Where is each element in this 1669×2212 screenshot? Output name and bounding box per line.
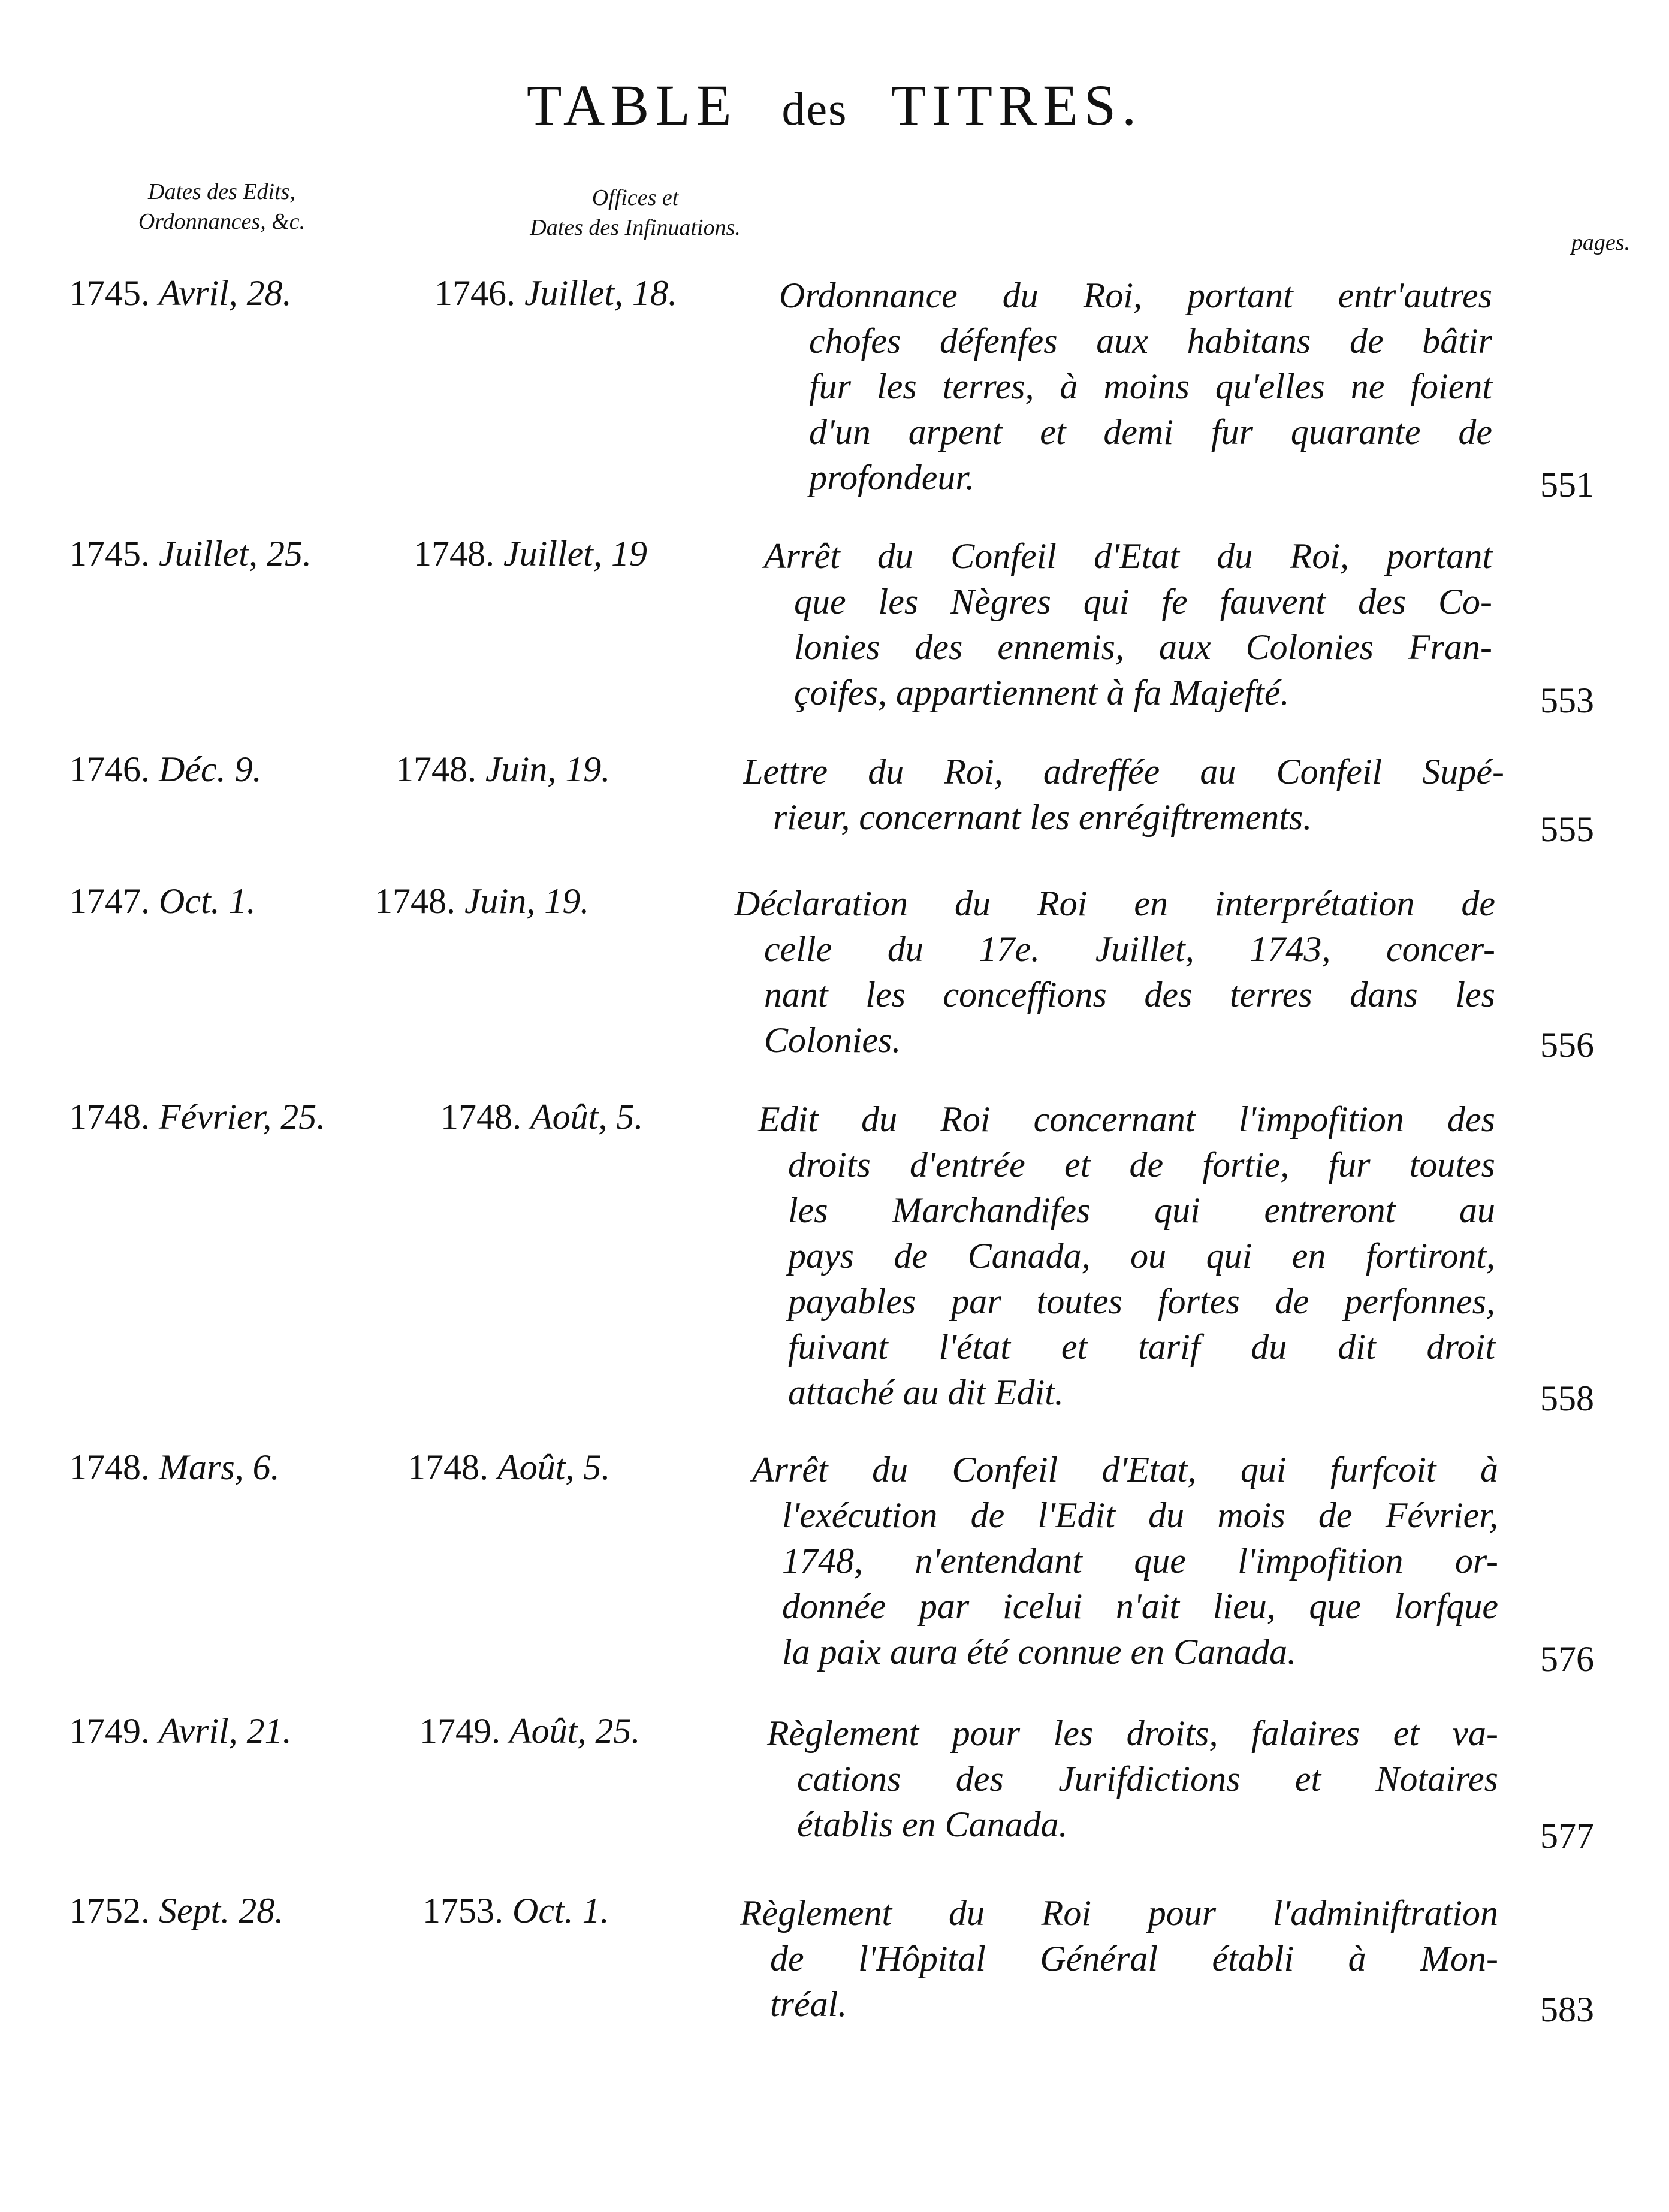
edict-date [69, 1711, 292, 1752]
registration-day: Août, 5. [497, 1448, 611, 1487]
registration-day: Août, 25. [509, 1711, 641, 1751]
entry-description [752, 1447, 1498, 1675]
entry-description [740, 1890, 1498, 2027]
registration-date [375, 881, 589, 922]
edict-year: 1748. [69, 1448, 150, 1487]
entry-description [779, 273, 1492, 500]
page-number: 556 [1540, 1025, 1594, 1065]
description-line: tréal. [770, 1984, 847, 2024]
page-number: 555 [1540, 809, 1594, 849]
edict-day: Mars, 6. [159, 1448, 280, 1487]
description-line: Lettre du Roi, adreffée au Confeil Supé- [743, 752, 1504, 791]
edict-day: Déc. 9. [159, 750, 262, 789]
description-line: lonies des ennemis, aux Colonies Fran- [794, 627, 1492, 667]
description-line: çoifes, appartiennent à fa Majefté. [794, 673, 1290, 712]
column-header-offices [455, 183, 815, 243]
description-line: droits d'entrée et de fortie, fur toutes [788, 1145, 1495, 1184]
description-line: Edit du Roi concernant l'impofition des [758, 1099, 1495, 1139]
description-line: les Marchandifes qui entreront au [788, 1190, 1495, 1230]
page-number: 558 [1540, 1379, 1594, 1418]
registration-year: 1748. [408, 1448, 488, 1487]
registration-date [422, 1890, 609, 1932]
description-line: nant les conceffions des terres dans les [764, 975, 1495, 1014]
registration-day: Août, 5. [530, 1097, 644, 1137]
entry-description [767, 1711, 1498, 1847]
description-line: profondeur. [809, 458, 975, 497]
entry-description [743, 749, 1504, 840]
edict-year: 1745. [69, 534, 150, 573]
edict-year: 1745. [69, 273, 150, 313]
edict-date [69, 1447, 280, 1488]
edict-date [69, 749, 262, 790]
edict-day: Avril, 28. [159, 273, 292, 313]
page-number: 551 [1540, 465, 1594, 504]
description-line: rieur, concernant les enrégiftrements. [773, 797, 1312, 837]
registration-date [434, 273, 677, 314]
registration-date [419, 1711, 640, 1752]
title-part2: des [781, 83, 848, 135]
registration-date [414, 533, 647, 575]
description-line: celle du 17e. Juillet, 1743, concer- [764, 929, 1495, 969]
edict-year: 1752. [69, 1891, 150, 1930]
registration-day: Juin, 19. [464, 881, 590, 921]
description-line: Colonies. [764, 1020, 901, 1060]
description-line: Ordonnance du Roi, portant entr'autres [779, 276, 1492, 315]
edict-date [69, 533, 312, 575]
title-part1: TABLE [526, 73, 738, 137]
registration-date [408, 1447, 610, 1488]
registration-year: 1748. [440, 1097, 521, 1137]
registration-year: 1749. [419, 1711, 500, 1751]
entry-description [734, 881, 1495, 1063]
entry-description [764, 533, 1492, 715]
registration-year: 1748. [396, 750, 476, 789]
description-line: chofes défenfes aux habitans de bâtir [809, 321, 1492, 361]
description-line: fur les terres, à moins qu'elles ne foient [809, 367, 1492, 406]
description-line: donnée par icelui n'ait lieu, que lorfque [782, 1587, 1498, 1626]
description-line: l'exécution de l'Edit du mois de Février, [782, 1495, 1498, 1535]
page-number: 553 [1540, 681, 1594, 720]
edict-day: Avril, 21. [159, 1711, 292, 1751]
edict-day: Février, 25. [159, 1097, 326, 1137]
column-header-dates-line1: Dates des Edits, [148, 179, 295, 204]
column-header-dates [66, 177, 378, 237]
description-line: pays de Canada, ou qui en fortiront, [788, 1236, 1495, 1276]
description-line: Déclaration du Roi en interprétation de [734, 884, 1495, 923]
registration-day: Juillet, 18. [524, 273, 677, 313]
description-line: Arrêt du Confeil d'Etat, qui furfcoit à [752, 1450, 1498, 1489]
description-line: établis en Canada. [797, 1805, 1068, 1844]
description-line: attaché au dit Edit. [788, 1373, 1064, 1412]
registration-year: 1746. [434, 273, 515, 313]
edict-date [69, 273, 292, 314]
edict-day: Oct. 1. [159, 881, 256, 921]
edict-year: 1748. [69, 1097, 150, 1137]
column-header-pages: pages. [1571, 230, 1630, 255]
page-number: 583 [1540, 1990, 1594, 2029]
edict-year: 1746. [69, 750, 150, 789]
description-line: 1748, n'entendant que l'impofition or- [782, 1541, 1498, 1581]
edict-date [69, 1096, 325, 1138]
edict-year: 1749. [69, 1711, 150, 1751]
registration-day: Juillet, 19 [503, 534, 647, 573]
registration-day: Juin, 19. [485, 750, 611, 789]
column-header-offices-line1: Offices et [591, 185, 679, 210]
edict-year: 1747. [69, 881, 150, 921]
registration-year: 1748. [414, 534, 494, 573]
description-line: cations des Jurifdictions et Notaires [797, 1759, 1498, 1799]
edict-day: Sept. 28. [159, 1891, 284, 1930]
page-title [0, 72, 1669, 138]
description-line: que les Nègres qui fe fauvent des Co- [794, 582, 1492, 621]
description-line: la paix aura été connue en Canada. [782, 1632, 1297, 1672]
column-header-offices-line2: Dates des Infinuations. [530, 215, 741, 240]
page-number: 576 [1540, 1639, 1594, 1679]
description-line: Arrêt du Confeil d'Etat du Roi, portant [764, 536, 1492, 576]
description-line: fuivant l'état et tarif du dit droit [788, 1327, 1495, 1367]
description-line: d'un arpent et demi fur quarante de [809, 412, 1492, 452]
registration-date [396, 749, 610, 790]
column-header-dates-line2: Ordonnances, &c. [138, 209, 306, 234]
edict-date [69, 881, 256, 922]
description-line: de l'Hôpital Général établi à Mon- [770, 1939, 1498, 1978]
registration-date [440, 1096, 643, 1138]
registration-day: Oct. 1. [512, 1891, 609, 1930]
edict-day: Juillet, 25. [159, 534, 312, 573]
description-line: Règlement pour les droits, falaires et va- [767, 1714, 1498, 1753]
title-part3: TITRES. [891, 73, 1143, 137]
registration-year: 1748. [375, 881, 455, 921]
entry-description [758, 1096, 1495, 1415]
registration-year: 1753. [422, 1891, 503, 1930]
page-number: 577 [1540, 1816, 1594, 1856]
edict-date [69, 1890, 283, 1932]
description-line: Règlement du Roi pour l'adminiftration [740, 1893, 1498, 1933]
description-line: payables par toutes fortes de perfonnes, [788, 1282, 1495, 1321]
